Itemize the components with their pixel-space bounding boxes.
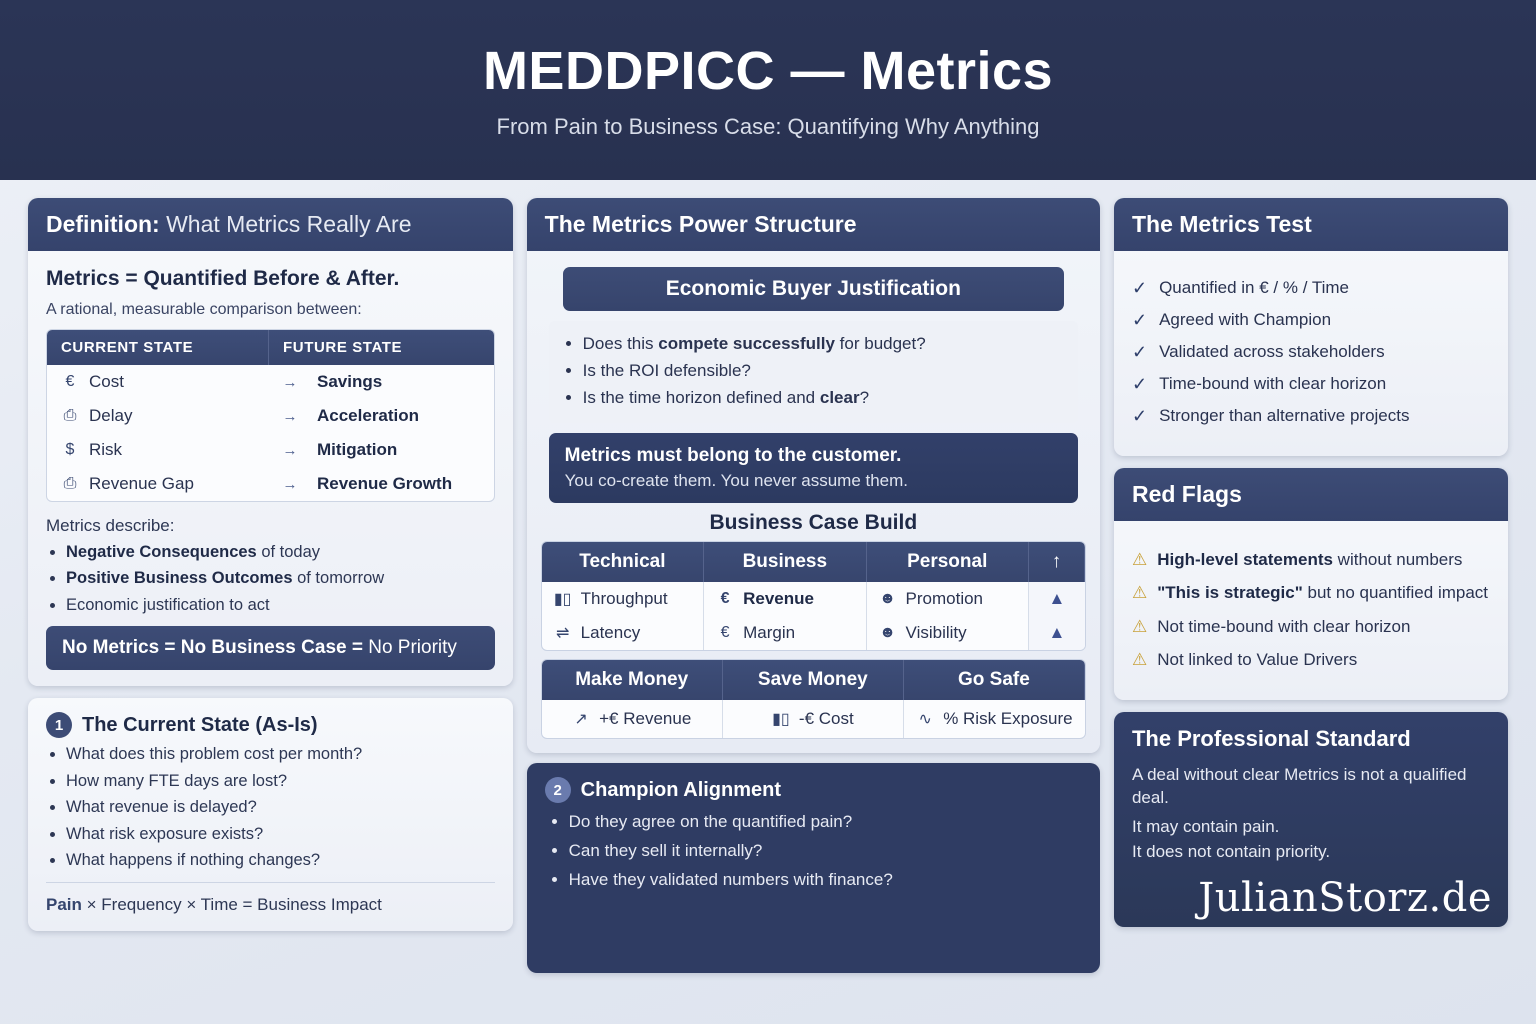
no-metrics-banner <box>46 626 495 670</box>
list-item <box>1132 406 1490 427</box>
power-structure-header: The Metrics Power Structure <box>527 198 1100 251</box>
formula-rest: × Frequency × Time = Business Impact <box>81 894 382 914</box>
arrow-right-icon: → <box>282 407 298 425</box>
matrix-cell-technical <box>542 616 704 650</box>
state-future-label: Acceleration <box>317 406 420 425</box>
state-table-col-current: CURRENT STATE <box>47 330 269 365</box>
trend-up-icon: ▲ <box>1029 616 1085 650</box>
list-item: • What risk exposure exists? <box>66 824 495 845</box>
list-item <box>583 388 1068 408</box>
matrix-header-trend: ↑ <box>1029 542 1085 582</box>
list-item <box>583 361 1068 381</box>
metrics-describe-list <box>46 542 495 616</box>
arrow-right-icon: → <box>282 441 298 459</box>
flag-rest: without numbers <box>1332 550 1463 569</box>
column-right <box>1114 198 1508 927</box>
step-number-badge: 2 <box>545 777 571 803</box>
matrix-cell-technical <box>542 582 704 616</box>
table-row <box>47 433 494 467</box>
list-item: • What revenue is delayed? <box>66 797 495 818</box>
matrix-cell-label: Margin <box>743 623 796 642</box>
bar-chart-icon: ▮▯ <box>553 591 572 608</box>
check-icon: ✓ <box>1131 374 1148 394</box>
warning-icon: ⚠ <box>1131 616 1148 636</box>
quote-line-1: Metrics must belong to the customer. <box>564 445 902 466</box>
latency-icon: ⇌ <box>555 625 570 642</box>
champion-header <box>545 777 1082 803</box>
matrix-cell-personal <box>867 582 1029 616</box>
infographic-board <box>0 180 1536 1024</box>
definition-card-header <box>28 198 513 251</box>
brand-watermark: JulianStorz.de <box>1198 875 1492 921</box>
outcome-header-save-money: Save Money <box>723 660 904 700</box>
matrix-cell-label: Revenue <box>743 589 814 608</box>
list-item-rest: of today <box>256 543 321 561</box>
question-bold: compete successfully <box>658 334 835 353</box>
state-current-label: Cost <box>89 372 124 391</box>
matrix-cell-label: Promotion <box>905 589 984 608</box>
professional-standard-title: The Professional Standard <box>1131 726 1411 751</box>
outcome-cell-label: +€ Revenue <box>599 709 692 728</box>
current-state-title: The Current State (As-Is) <box>82 713 318 736</box>
page-title: MEDDPICC — Metrics <box>482 41 1054 101</box>
metrics-test-header: The Metrics Test <box>1114 198 1508 251</box>
banner-bold: No Metrics = No Business Case = <box>62 637 369 659</box>
state-future-label: Mitigation <box>317 440 398 459</box>
banner-thin: No Priority <box>368 637 457 659</box>
champion-title: Champion Alignment <box>580 778 782 801</box>
list-item-label: Stronger than alternative projects <box>1159 406 1410 425</box>
red-flags-card <box>1114 468 1508 700</box>
professional-standard-p2: It may contain pain. <box>1131 816 1280 836</box>
list-item: • How many FTE days are lost? <box>66 771 495 792</box>
matrix-cell-label: Visibility <box>905 623 967 642</box>
current-state-header <box>46 712 495 738</box>
list-item <box>66 542 495 563</box>
list-item <box>1132 374 1490 395</box>
list-item <box>1132 582 1490 603</box>
question-post: ? <box>859 388 870 407</box>
professional-standard-card <box>1114 712 1508 927</box>
definition-header-thin: What Metrics Really Are <box>159 211 412 237</box>
impact-formula <box>46 882 495 915</box>
euro-icon: € <box>720 590 730 607</box>
state-table-header-row <box>47 330 494 365</box>
column-middle <box>527 198 1100 973</box>
champion-questions <box>545 812 1082 890</box>
outcome-cell-label: -€ Cost <box>798 709 854 728</box>
arrow-right-icon: → <box>282 475 298 493</box>
question-pre: Does this <box>582 334 659 353</box>
flag-rest: but no quantified impact <box>1302 583 1489 603</box>
list-item-rest: of tomorrow <box>292 569 385 588</box>
column-left <box>28 198 513 931</box>
matrix-cell-label: Throughput <box>580 589 668 608</box>
list-item <box>1132 649 1490 670</box>
definition-sublead: A rational, measurable comparison between: <box>46 301 362 318</box>
red-flags-header: Red Flags <box>1114 468 1508 521</box>
page-header <box>0 0 1536 180</box>
question-pre: Is the time horizon defined and <box>582 388 820 407</box>
list-item-bold: Negative Consequences <box>66 543 257 561</box>
clock-icon: ⎙ <box>63 407 77 424</box>
list-item <box>1132 342 1490 363</box>
question-pre: Is the ROI defensible? <box>582 361 751 380</box>
power-structure-body <box>527 251 1100 753</box>
trend-up-icon: ↗ <box>574 711 588 728</box>
check-icon: ✓ <box>1131 310 1148 330</box>
outcome-cell-label: % Risk Exposure <box>943 709 1073 728</box>
outcome-header-make-money: Make Money <box>542 660 723 700</box>
outcome-header-go-safe: Go Safe <box>904 660 1085 700</box>
trend-up-icon: ▲ <box>1029 582 1085 616</box>
list-item <box>1132 278 1490 299</box>
check-icon: ✓ <box>1131 278 1148 298</box>
list-item: • Can they sell it internally? <box>569 841 1082 861</box>
current-state-body <box>28 698 513 930</box>
flag-bold: High-level statements <box>1157 550 1333 569</box>
metrics-describe-label: Metrics describe: <box>46 516 175 535</box>
person-icon: ☻ <box>879 624 896 641</box>
business-case-matrix <box>541 541 1086 651</box>
list-item <box>1132 310 1490 331</box>
list-item <box>66 595 495 616</box>
quote-line-2: You co-create them. You never assume them. <box>564 471 909 490</box>
list-item <box>1132 616 1490 637</box>
list-item: • Do they agree on the quantified pain? <box>569 812 1082 832</box>
page-subtitle: From Pain to Business Case: Quantifying Why Anything <box>496 114 1040 139</box>
list-item <box>66 568 495 589</box>
arrow-right-icon: → <box>282 373 298 391</box>
list-item-label: Agreed with Champion <box>1159 310 1332 329</box>
champion-alignment-card <box>527 763 1100 973</box>
red-flags-body <box>1114 521 1508 700</box>
definition-card-body <box>28 251 513 686</box>
metrics-test-body <box>1114 251 1508 456</box>
definition-header-bold: Definition: <box>46 211 160 237</box>
list-item-label: Validated across stakeholders <box>1159 342 1385 361</box>
wave-icon: ∿ <box>918 711 932 728</box>
euro-icon: € <box>720 624 730 641</box>
outcome-cell-make-money <box>542 700 723 738</box>
matrix-cell-label: Latency <box>580 623 641 642</box>
list-item <box>583 334 1068 354</box>
state-future-label: Savings <box>317 372 383 391</box>
person-icon: ☻ <box>879 590 896 607</box>
outcome-cell-go-safe <box>904 700 1085 738</box>
matrix-cell-personal <box>867 616 1029 650</box>
professional-standard-p3: It does not contain priority. <box>1131 841 1331 861</box>
revenue-icon: ⎙ <box>63 475 77 492</box>
list-item-label: Time-bound with clear horizon <box>1159 374 1387 393</box>
list-item-bold: Positive Business Outcomes <box>66 569 293 588</box>
state-future-label: Revenue Growth <box>317 474 453 493</box>
question-bold: clear <box>819 388 860 407</box>
bar-chart-icon: ▮▯ <box>772 711 790 728</box>
champion-body <box>527 763 1100 915</box>
list-item-label: Quantified in € / % / Time <box>1159 278 1349 297</box>
professional-standard-p1: A deal without clear Metrics is not a qualified deal. <box>1131 765 1467 807</box>
economic-buyer-justification-title: Economic Buyer Justification <box>563 267 1064 311</box>
definition-lead: Metrics = Quantified Before & After. <box>46 267 400 290</box>
matrix-header-technical: Technical <box>542 542 704 582</box>
ownership-quote <box>549 433 1078 503</box>
flag-bold: "This is strategic" <box>1157 583 1303 603</box>
state-current-label: Risk <box>89 440 123 459</box>
definition-card <box>28 198 513 686</box>
outcome-matrix <box>541 659 1086 739</box>
matrix-cell-business <box>704 616 866 650</box>
formula-bold: Pain <box>46 894 82 914</box>
metrics-test-card <box>1114 198 1508 456</box>
table-row <box>47 467 494 501</box>
list-item: • What happens if nothing changes? <box>66 850 495 871</box>
table-row <box>47 365 494 399</box>
list-item: • What does this problem cost per month? <box>66 744 495 765</box>
matrix-header-business: Business <box>704 542 866 582</box>
list-item: • Have they validated numbers with finance? <box>569 870 1082 890</box>
state-current-label: Delay <box>89 406 133 425</box>
check-icon: ✓ <box>1131 406 1148 426</box>
table-row <box>47 399 494 433</box>
state-current-label: Revenue Gap <box>89 474 194 493</box>
step-number-badge: 1 <box>46 712 72 738</box>
economic-buyer-questions-box <box>549 321 1078 423</box>
warning-icon: ⚠ <box>1131 649 1148 669</box>
flag-rest: Not time-bound with clear horizon <box>1157 616 1411 636</box>
matrix-cell-business <box>704 582 866 616</box>
power-structure-card <box>527 198 1100 753</box>
current-state-card <box>28 698 513 930</box>
current-state-questions <box>46 744 495 871</box>
state-table-col-future: FUTURE STATE <box>283 339 403 356</box>
list-item <box>1132 549 1490 570</box>
check-icon: ✓ <box>1131 342 1148 362</box>
warning-icon: ⚠ <box>1131 550 1148 569</box>
red-flags-list <box>1132 535 1490 684</box>
list-item-rest: Economic justification to act <box>66 595 270 614</box>
state-comparison-table <box>46 329 495 502</box>
business-case-build-title: Business Case Build <box>709 511 918 534</box>
warning-icon: ⚠ <box>1131 583 1148 603</box>
flag-rest: Not linked to Value Drivers <box>1157 649 1358 669</box>
question-post: for budget? <box>834 334 926 353</box>
metrics-test-list <box>1132 265 1490 440</box>
economic-buyer-questions <box>559 334 1068 408</box>
outcome-cell-save-money <box>723 700 904 738</box>
risk-icon: $ <box>65 441 75 458</box>
euro-icon: € <box>65 373 75 390</box>
matrix-header-personal: Personal <box>867 542 1029 582</box>
